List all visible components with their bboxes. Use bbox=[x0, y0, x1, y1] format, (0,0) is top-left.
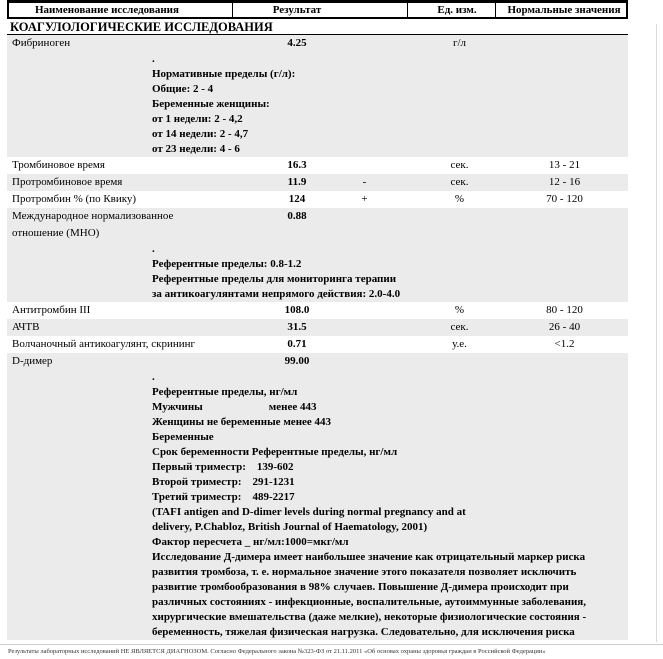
column-header-name: Наименование исследования bbox=[35, 4, 179, 16]
comment-line: Референтные пределы: 0.8-1.2 bbox=[152, 258, 302, 270]
comment-line: от 14 недели: 2 - 4,7 bbox=[152, 128, 249, 140]
table-row bbox=[7, 336, 628, 353]
comment-line: беременность, тяжелая физическая нагрузка. Следовательно, для исключения риска bbox=[152, 626, 575, 638]
unit-value: % bbox=[454, 304, 465, 316]
comment-line: Женщины не беременные менее 443 bbox=[152, 416, 332, 428]
comment-line: от 1 недели: 2 - 4,2 bbox=[152, 113, 243, 125]
normal-range: 12 - 16 bbox=[548, 176, 581, 188]
comment-line: Мужчины менее 443 bbox=[152, 401, 317, 413]
table-row bbox=[7, 191, 628, 208]
comment-line: Беременные женщины: bbox=[152, 98, 270, 110]
header-divider bbox=[232, 3, 233, 17]
table-row bbox=[7, 208, 628, 242]
comment-line: Фактор пересчета _ нг/мл:1000=мкг/мл bbox=[152, 536, 349, 548]
comment-line: . bbox=[152, 53, 155, 65]
test-name: Протромбиновое время bbox=[12, 176, 123, 188]
test-name: Антитромбин III bbox=[12, 304, 91, 316]
comment-line: Нормативные пределы (г/л): bbox=[152, 68, 296, 80]
result-value: 99.00 bbox=[284, 355, 310, 367]
comment-line: развития тромбоза, т. е. нормальное значение этого показателя позволяет исключить bbox=[152, 566, 577, 578]
unit-value: % bbox=[454, 193, 465, 205]
column-header-result: Результат bbox=[272, 4, 322, 16]
result-value: 108.0 bbox=[284, 304, 310, 316]
test-name: Международное нормализованное отношение (МНО) bbox=[12, 210, 174, 239]
normal-range: 13 - 21 bbox=[548, 159, 581, 171]
result-value: 124 bbox=[288, 193, 306, 205]
normal-range: <1.2 bbox=[554, 338, 575, 350]
results-table-header bbox=[7, 0, 628, 19]
test-name: D-димер bbox=[12, 355, 53, 367]
results-rows bbox=[7, 35, 628, 640]
test-name: Протромбин % (по Квику) bbox=[12, 193, 137, 205]
table-row bbox=[7, 302, 628, 319]
test-name: АЧТВ bbox=[12, 321, 40, 333]
comment-line: от 23 недели: 4 - 6 bbox=[152, 143, 240, 155]
footer-divider-line bbox=[0, 644, 663, 645]
result-value: 11.9 bbox=[287, 176, 307, 188]
report-content bbox=[7, 0, 628, 640]
comment-line: . bbox=[152, 371, 155, 383]
comment-line: Референтные пределы, нг/мл bbox=[152, 386, 298, 398]
comment-line: Исследование Д-димера имеет наибольшее значение как отрицательный маркер риска bbox=[152, 551, 586, 563]
comment-line: Референтные пределы для мониторинга терапии bbox=[152, 273, 397, 285]
unit-value: сек. bbox=[450, 159, 469, 171]
row-comment bbox=[7, 242, 628, 302]
comment-line: различных состояниях - инфекционные, воспалительные, аутоиммунные заболевания, bbox=[152, 596, 587, 608]
comment-line: за антикоагулянтами непрямого действия: 2.0-4.0 bbox=[152, 288, 401, 300]
header-divider bbox=[407, 3, 408, 17]
test-name: Волчаночный антикоагулянт, скрининг bbox=[12, 338, 196, 350]
table-row bbox=[7, 35, 628, 52]
page-edge-line bbox=[656, 24, 657, 642]
result-value: 16.3 bbox=[287, 159, 307, 171]
footer-disclaimer: Результаты лабораторных исследований НЕ ЯВЛЯЕТСЯ ДИАГНОЗОМ. Согласно Федерального закона №323-ФЗ от 21.11.2011 «Об основах охраны здоровья граждан в Российской Федерации» bbox=[8, 648, 546, 655]
result-value: 0.71 bbox=[287, 338, 307, 350]
unit-value: у.е. bbox=[452, 338, 467, 350]
header-divider bbox=[495, 3, 496, 17]
comment-line: Беременные bbox=[152, 431, 214, 443]
row-comment bbox=[7, 370, 628, 640]
table-row bbox=[7, 353, 628, 370]
comment-line: Общие: 2 - 4 bbox=[152, 83, 214, 95]
column-header-unit: Ед. изм. bbox=[437, 4, 477, 16]
comment-line: Первый триместр: 139-602 bbox=[152, 461, 294, 473]
comment-line: delivery, P.Chabloz, British Journal of Haematology, 2001) bbox=[152, 521, 428, 533]
normal-range: 26 - 40 bbox=[548, 321, 581, 333]
normal-range: 80 - 120 bbox=[546, 304, 583, 316]
section-title: КОАГУЛОЛОГИЧЕСКИЕ ИССЛЕДОВАНИЯ bbox=[7, 19, 628, 35]
table-row bbox=[7, 174, 628, 191]
test-name: Тромбиновое время bbox=[12, 159, 105, 171]
unit-value: сек. bbox=[450, 176, 469, 188]
result-value: 31.5 bbox=[287, 321, 307, 333]
comment-line: . bbox=[152, 243, 155, 255]
unit-value: г/л bbox=[452, 37, 467, 49]
row-comment bbox=[7, 52, 628, 157]
comment-line: хирургические вмешательства (даже мелкие), некоторые физиологические состояния - bbox=[152, 611, 587, 623]
normal-range: 70 - 120 bbox=[546, 193, 583, 205]
unit-value: сек. bbox=[450, 321, 469, 333]
comment-line: Второй триместр: 291-1231 bbox=[152, 476, 295, 488]
comment-line: (TAFI antigen and D-dimer levels during normal pregnancy and at bbox=[152, 506, 466, 518]
comment-line: Третий триместр: 489-2217 bbox=[152, 491, 295, 503]
result-value: 4.25 bbox=[287, 37, 307, 49]
test-name: Фибриноген bbox=[12, 37, 71, 49]
result-flag: + bbox=[361, 193, 368, 205]
column-header-normal: Нормальные значения bbox=[507, 4, 621, 16]
comment-line: Срок беременности Референтные пределы, нг/мл bbox=[152, 446, 398, 458]
table-row bbox=[7, 157, 628, 174]
result-flag: - bbox=[362, 176, 367, 188]
comment-line: развитие тромбообразования в 98% случаев. Повышение Д-димера происходит при bbox=[152, 581, 569, 593]
result-value: 0.88 bbox=[287, 210, 307, 222]
table-row bbox=[7, 319, 628, 336]
